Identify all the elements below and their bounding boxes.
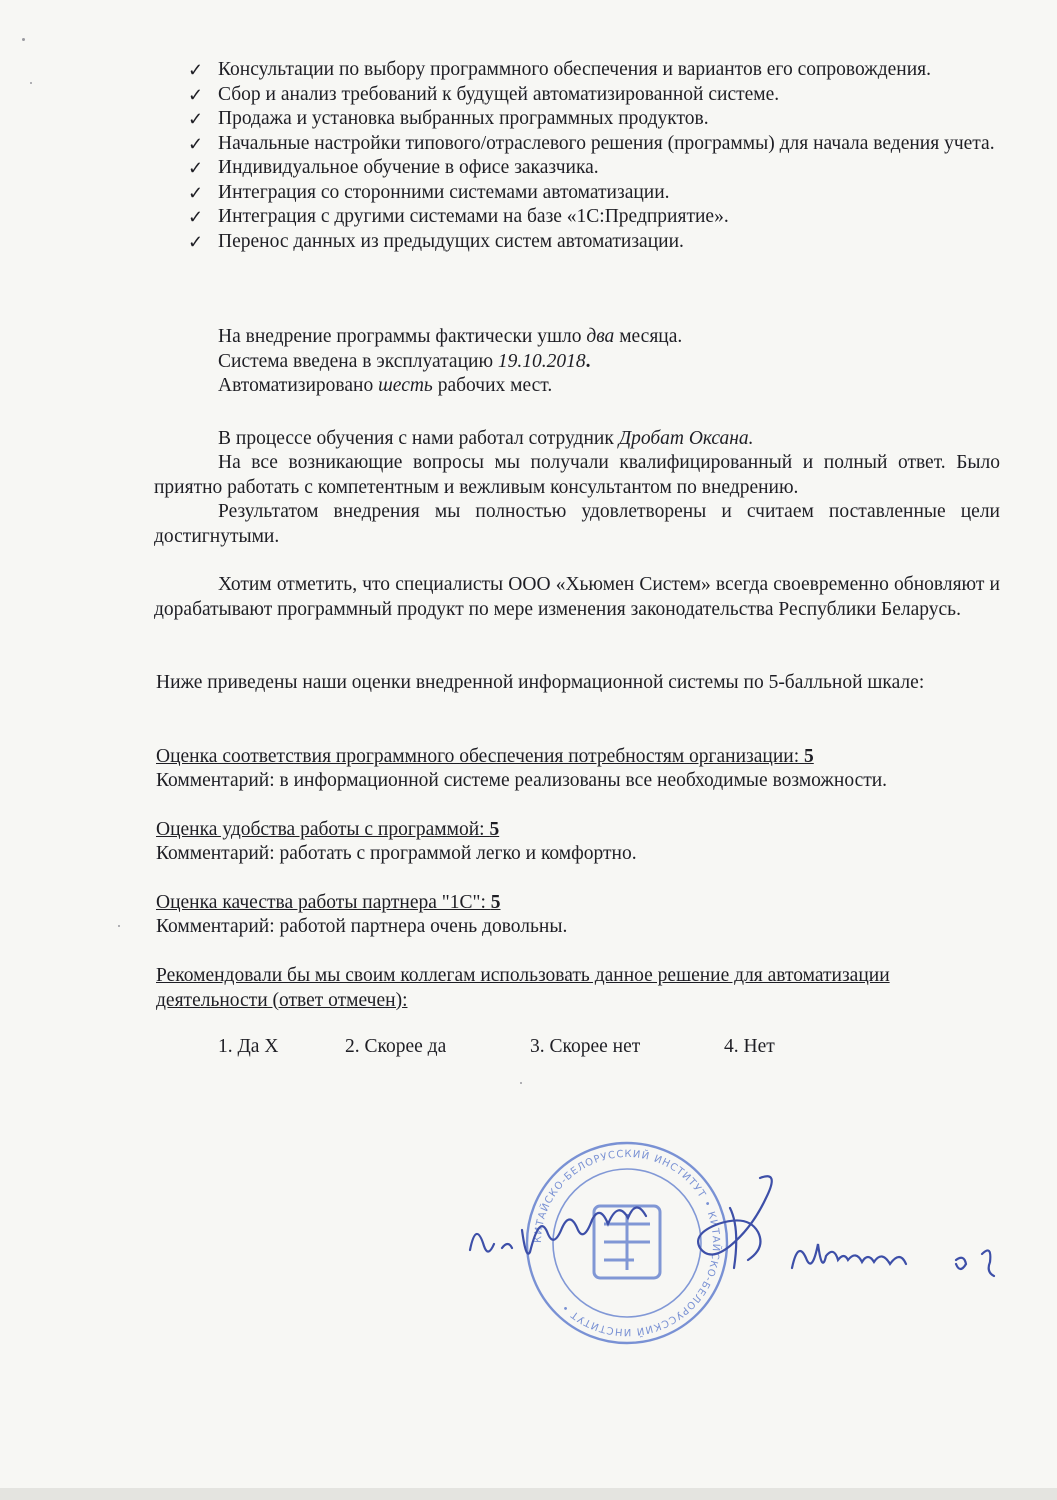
checklist-item-text: Интеграция с другими системами на базе «1С:Предприятие».	[218, 206, 729, 227]
checklist-item-text: Индивидуальное обучение в офисе заказчика.	[218, 157, 599, 178]
checkmark-icon: ✓	[188, 133, 204, 154]
result-paragraph: Результатом внедрения мы полностью удовлетворены и считаем поставленные цели достигнутыми.	[154, 501, 1000, 547]
implementation-workplaces: Автоматизировано шесть рабочих мест.	[218, 375, 553, 396]
checkmark-icon: ✓	[188, 60, 204, 80]
checklist-item-text: Интеграция со сторонними системами автоматизации.	[218, 181, 670, 203]
checkmark-icon: ✓	[188, 158, 204, 178]
scan-speck	[22, 38, 25, 41]
scan-speck	[520, 1082, 522, 1084]
checkmark-icon: ✓	[188, 109, 204, 129]
option-yes: 1. Да Х	[218, 1036, 279, 1057]
checklist-item	[188, 107, 1000, 132]
checklist-item	[188, 230, 1000, 255]
checklist-item-text: Консультации по выбору программного обеспечения и вариантов его сопровождения.	[218, 59, 932, 80]
rating-usability-comment: Комментарий: работать с программой легко и комфортно.	[156, 843, 637, 864]
specialists-paragraph: Хотим отметить, что специалисты ООО «Хьюмен Систем» всегда своевременно обновляют и дорабатывают программный продукт по мере изменения законодательства Республики Беларусь.	[154, 574, 1000, 620]
checklist-item-text: Продажа и установка выбранных программных продуктов.	[218, 108, 709, 129]
signature-left	[462, 1190, 682, 1280]
checkmark-icon: ✓	[188, 207, 204, 227]
checkmark-icon: ✓	[188, 182, 204, 203]
checklist-item	[188, 205, 1000, 230]
recommend-question: Рекомендовали бы мы своим коллегам использовать данное решение для автоматизации деятельности (ответ отмечен):	[156, 965, 890, 1011]
rating-usability-value: 5	[489, 819, 500, 840]
signature-middle-flourish	[690, 1168, 790, 1278]
implementation-date: Система введена в эксплуатацию 19.10.2018.	[218, 350, 591, 372]
checklist-item	[188, 132, 1000, 157]
signature-right	[786, 1230, 1016, 1300]
rating-fit-comment: Комментарий: в информационной системе реализованы все необходимые возможности.	[156, 770, 888, 791]
checklist-item	[188, 156, 1000, 181]
scan-speck	[118, 925, 120, 927]
checklist-item	[188, 58, 1000, 83]
option-rather-no: 3. Скорее нет	[530, 1036, 641, 1057]
implementation-duration: На внедрение программы фактически ушло два месяца.	[218, 326, 683, 347]
scan-speck	[30, 82, 32, 84]
option-no: 4. Нет	[724, 1036, 775, 1057]
checklist-item-text: Перенос данных из предыдущих систем автоматизации.	[218, 230, 684, 252]
option-rather-yes: 2. Скорее да	[345, 1036, 447, 1057]
rating-usability-label: Оценка удобства работы с программой: 5	[156, 819, 500, 840]
checkmark-icon: ✓	[188, 84, 204, 105]
rating-fit-label: Оценка соответствия программного обеспечения потребностям организации: 5	[156, 746, 814, 767]
checklist-item	[188, 83, 1000, 108]
rating-partner-comment: Комментарий: работой партнера очень довольны.	[156, 916, 568, 937]
training-line: В процессе обучения с нами работал сотрудник Дробат Оксана.	[218, 428, 754, 449]
checklist-item-text: Начальные настройки типового/отраслевого решения (программы) для начала ведения учета.	[218, 132, 995, 154]
services-checklist	[188, 58, 1000, 254]
checklist-item	[188, 181, 1000, 206]
svg-text:КИТАЙСКО-БЕЛОРУССКИЙ ИНСТИТУТ: КИТАЙСКО-БЕЛОРУССКИЙ ИНСТИТУТ • КИТАЙСКО-БЕЛОРУССКИЙ ИНСТИТУТ •	[532, 1148, 722, 1338]
checkmark-icon: ✓	[188, 231, 204, 252]
rating-partner-value: 5	[490, 892, 501, 913]
implementation-block	[218, 325, 998, 399]
rating-partner-label: Оценка качества работы партнера "1С": 5	[156, 892, 501, 913]
checklist-item-text: Сбор и анализ требований к будущей автоматизированной системе.	[218, 83, 780, 105]
ratings-intro: Ниже приведены наши оценки внедренной информационной системы по 5-балльной шкале:	[156, 672, 925, 693]
scan-bottom-edge	[0, 1488, 1057, 1500]
questions-paragraph: На все возникающие вопросы мы получали квалифицированный и полный ответ. Было приятно работать с компетентным и вежливым консультантом по внедрению.	[154, 452, 1000, 498]
rating-fit-value: 5	[804, 746, 814, 767]
